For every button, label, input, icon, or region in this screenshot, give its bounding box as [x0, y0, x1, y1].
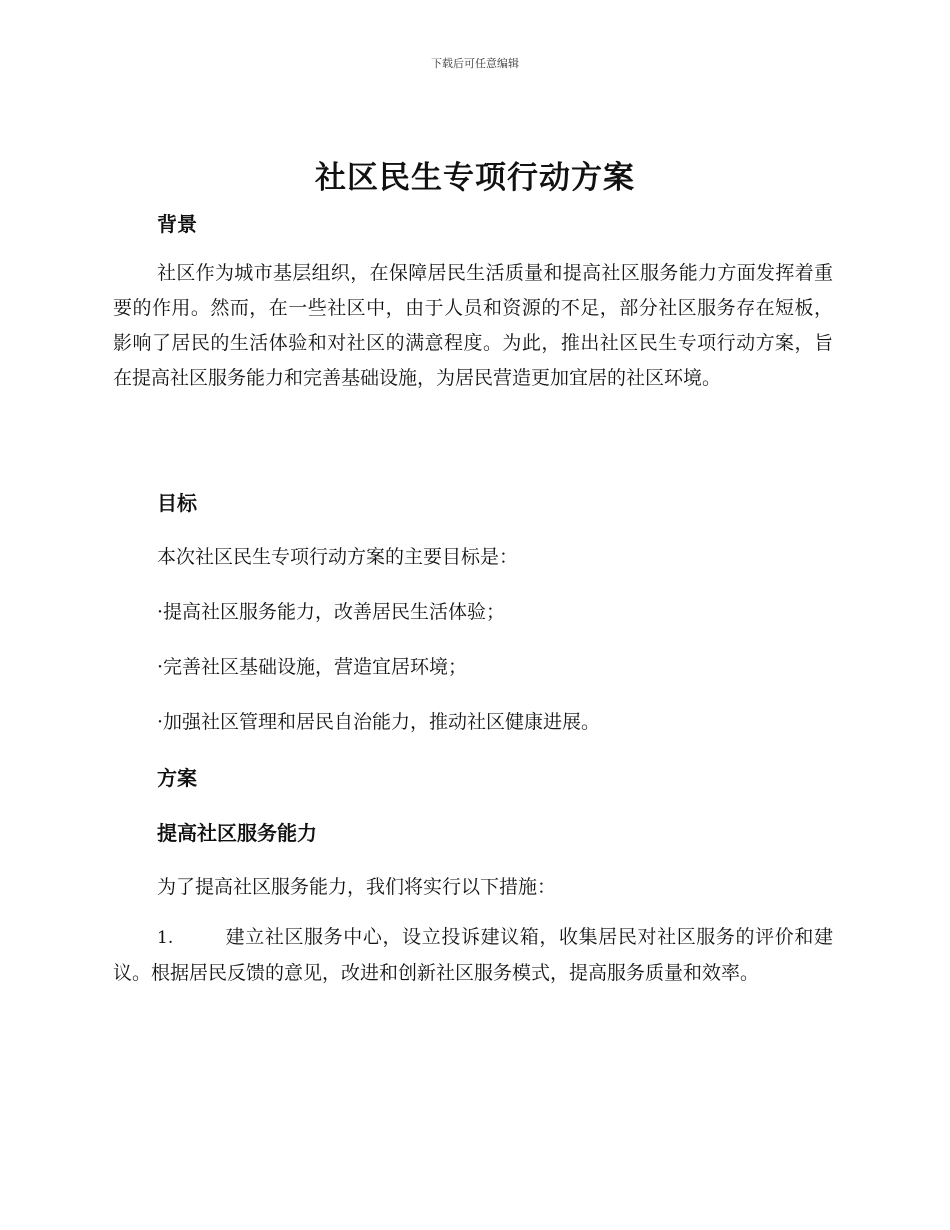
goal-item-text: 完善社区基础设施，营造宜居环境；	[163, 656, 468, 678]
measure-number: 1.	[157, 928, 174, 948]
measure-item	[113, 920, 833, 991]
goals-intro: 本次社区民生专项行动方案的主要目标是：	[157, 546, 519, 568]
bullet-glyph: ·	[157, 601, 164, 623]
bullet-glyph: ·	[157, 656, 164, 678]
goal-item	[157, 597, 505, 624]
section-heading-background: 背景	[157, 212, 197, 236]
measure-text: 建立社区服务中心，设立投诉建议箱，收集居民对社区服务的评价和建议。根据居民反馈的意见，改进和创新社区服务模式，提高服务质量和效率。	[113, 926, 833, 984]
section-heading-goals: 目标	[157, 491, 197, 515]
goal-item	[157, 707, 600, 734]
header-note: 下载后可任意编辑	[431, 57, 519, 70]
plan-intro: 为了提高社区服务能力，我们将实行以下措施：	[157, 876, 557, 898]
goal-item-text: 提高社区服务能力，改善居民生活体验；	[163, 601, 506, 623]
goal-item	[157, 652, 467, 679]
section-heading-plan: 方案	[157, 766, 197, 790]
bullet-glyph: ·	[157, 711, 164, 733]
subsection-heading-service: 提高社区服务能力	[157, 821, 317, 845]
goal-item-text: 加强社区管理和居民自治能力，推动社区健康进展。	[163, 711, 601, 733]
background-paragraph: 社区作为城市基层组织，在保障居民生活质量和提高社区服务能力方面发挥着重要的作用。然而，在一些社区中，由于人员和资源的不足，部分社区服务存在短板，影响了居民的生活体验和对社区的满意程度。为此，推出社区民生专项行动方案，旨在提高社区服务能力和完善基础设施，为居民营造更加宜居的社区环境。	[113, 262, 833, 389]
document-title: 社区民生专项行动方案	[315, 160, 635, 196]
